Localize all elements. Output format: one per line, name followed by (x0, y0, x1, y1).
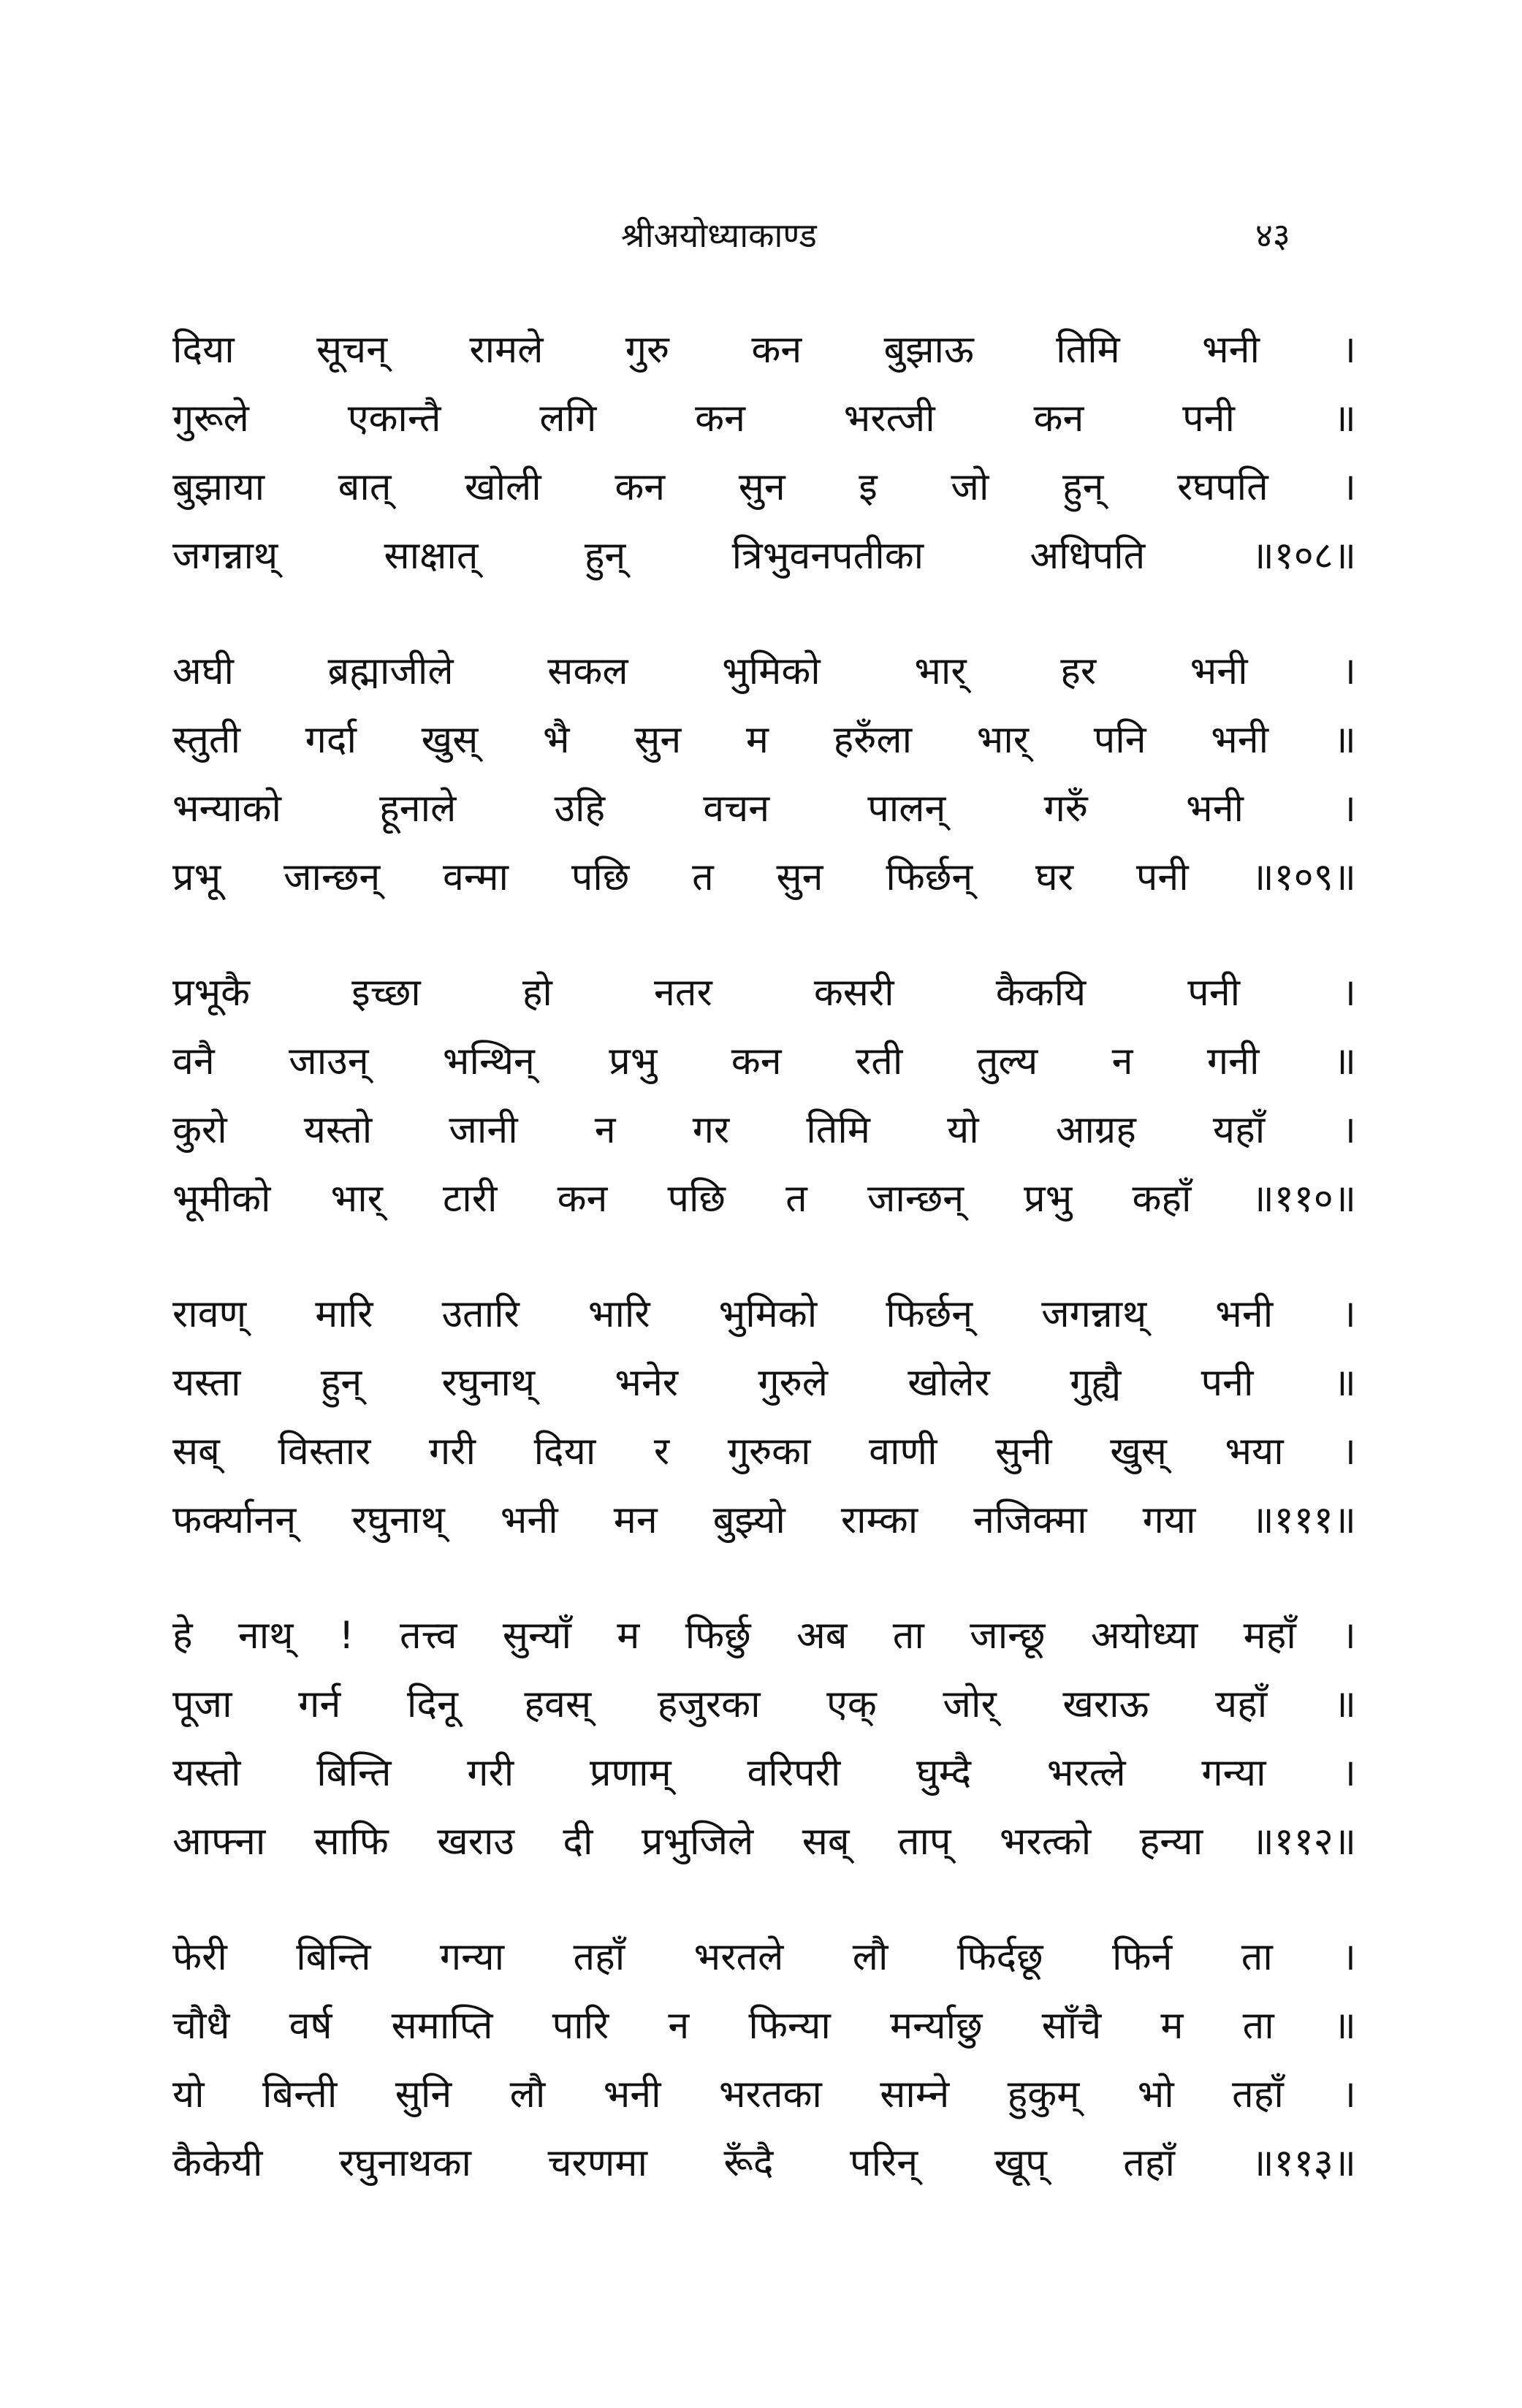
verse-word: हरुँला (833, 718, 913, 762)
verse-word: पनी (1135, 856, 1189, 899)
verse-word: मारि (315, 1292, 373, 1336)
verse-line (172, 453, 1356, 522)
verse-line (172, 1486, 1356, 1555)
verse-word: प्रभु (1024, 1177, 1073, 1221)
verse-word: भार् (976, 718, 1030, 762)
verse-word: मर्न्याछु (890, 2004, 983, 2048)
verse-word: भन्थिन् (442, 1040, 535, 1083)
verse-word: गन्या (439, 1935, 505, 1979)
verse-word: यो (172, 2073, 205, 2116)
verse-word: सकल (547, 649, 628, 693)
verse-word: त्रिभुवनपतीका (731, 534, 924, 578)
verse-word: कैकेयी (172, 2141, 263, 2185)
verse-word: ब्रह्माजीले (327, 649, 454, 693)
verse-word: सब् (172, 1430, 220, 1474)
verse-word: हवस् (524, 1683, 592, 1726)
verse-body (172, 316, 1356, 2244)
verse-word: यो (947, 1108, 979, 1152)
verse-word: ! (338, 1614, 354, 1658)
verse-word: फिर्छन् (886, 1292, 973, 1336)
verse-word: लौ (852, 1935, 889, 1979)
verse-word: हन्या (1139, 1820, 1203, 1864)
verse-word: भनी (1186, 787, 1244, 831)
verse-word: तहाँ (1232, 2073, 1284, 2116)
verse-word: भरतका (719, 2073, 822, 2116)
verse-stanza (172, 637, 1356, 959)
verse-word: फर्क्यानन् (172, 1498, 297, 1542)
verse-word: रघुनाथ् (441, 1361, 536, 1405)
verse-word: भुमिको (722, 649, 821, 693)
verse-word: दिनू (406, 1683, 458, 1726)
verse-word: ता (1242, 2004, 1274, 2048)
verse-line (172, 1923, 1356, 1992)
verse-word: जो (951, 465, 989, 509)
verse-word: विस्तार (278, 1430, 371, 1474)
verse-word: भरत्ले (1046, 1751, 1126, 1795)
verse-word: भार् (914, 649, 967, 693)
verse-word: रघुनाथ् (351, 1498, 445, 1542)
verse-word: अघी (172, 649, 234, 693)
verse-word: । (1342, 1751, 1356, 1795)
verse-word: पूजा (172, 1683, 232, 1726)
verse-word: टारी (443, 1177, 498, 1221)
verse-word: प्रभूकै (172, 971, 251, 1015)
verse-word: खूप् (994, 2141, 1047, 2185)
verse-word: गुरुले (758, 1361, 828, 1405)
verse-line (172, 843, 1356, 912)
verse-word: भरत्जी (843, 397, 935, 441)
verse-word: गुह्यै (1070, 1361, 1122, 1405)
verse-word: रती (855, 1040, 903, 1083)
verse-word: बात् (338, 465, 392, 509)
verse-word: वाणी (869, 1430, 937, 1474)
verse-word: चौधै (172, 2004, 230, 2048)
verse-word: नाथ् (237, 1614, 294, 1658)
verse-word: महाँ (1243, 1614, 1296, 1658)
verse-word: बिन्ति (316, 1751, 392, 1795)
verse-word: खोलेर (908, 1361, 990, 1405)
verse-line (172, 1992, 1356, 2060)
verse-word: यस्ता (172, 1361, 241, 1405)
verse-word: रामले (469, 328, 544, 372)
verse-word: घर (1035, 856, 1074, 899)
verse-word: अधिपति (1030, 534, 1146, 578)
verse-word: दी (563, 1820, 593, 1864)
verse-word: बुझाऊ (883, 328, 974, 372)
verse-word: साँचै (1041, 2004, 1102, 2048)
verse-word: एक् (826, 1683, 877, 1726)
verse-word: तहाँ (1123, 2141, 1176, 2185)
verse-word: सुन (776, 856, 823, 899)
verse-word: आग्रह (1055, 1108, 1136, 1152)
verse-stanza (172, 1923, 1356, 2244)
verse-line (172, 384, 1356, 453)
verse-line (172, 959, 1356, 1027)
verse-word: प्रभुजिले (641, 1820, 754, 1864)
verse-word: सुन (738, 465, 785, 509)
verse-word: ताप् (897, 1820, 951, 1864)
verse-word: न (1111, 1040, 1133, 1083)
verse-word: । (1342, 1430, 1356, 1474)
verse-word: पालन् (867, 787, 946, 831)
verse-word: जान्छन् (867, 1177, 964, 1221)
verse-line (172, 1670, 1356, 1739)
verse-word: ॥ (1333, 397, 1356, 441)
verse-line (172, 1739, 1356, 1807)
verse-word: हुकुम् (1007, 2073, 1080, 2116)
verse-word: ॥ (1333, 718, 1356, 762)
verse-word: गर्दा (305, 718, 357, 762)
verse-word: बिन्ति (296, 1935, 371, 1979)
verse-word: तिमि (806, 1108, 870, 1152)
verse-word: त (692, 856, 714, 899)
verse-line (172, 1807, 1356, 1876)
verse-word: तुल्य (976, 1040, 1038, 1083)
verse-word: भो (1137, 2073, 1174, 2116)
verse-word: ॥१०८॥ (1251, 534, 1356, 578)
verse-word: जान्छू (970, 1614, 1046, 1658)
verse-word: ता (892, 1614, 924, 1658)
verse-word: । (1342, 465, 1356, 509)
verse-word: वन्मा (443, 856, 509, 899)
verse-word: राम्का (840, 1498, 918, 1542)
verse-word: म (745, 718, 769, 762)
verse-word: प्रणाम् (589, 1751, 671, 1795)
verse-line (172, 774, 1356, 843)
verse-word: वचन (703, 787, 770, 831)
verse-word: फिर्न (1111, 1935, 1173, 1979)
verse-word: यहाँ (1215, 1683, 1268, 1726)
verse-word: हुन् (320, 1361, 362, 1405)
verse-word: सुनि (395, 2073, 452, 2116)
verse-word: जाउन् (289, 1040, 369, 1083)
verse-line (172, 1280, 1356, 1349)
verse-line (172, 522, 1356, 590)
verse-word: जगन्नाथ् (172, 534, 278, 578)
verse-word: पनी (1182, 397, 1235, 441)
verse-word: कन (751, 328, 802, 372)
verse-word: भनी (1215, 1292, 1274, 1336)
verse-word: बुझाया (172, 465, 265, 509)
verse-word: रूँदै (723, 2141, 774, 2185)
verse-word: पछि (667, 1177, 726, 1221)
verse-word: उहि (554, 787, 606, 831)
verse-word: हुन् (584, 534, 626, 578)
verse-word: रघपति (1177, 465, 1268, 509)
verse-word: लौ (509, 2073, 546, 2116)
verse-word: यहाँ (1212, 1108, 1266, 1152)
verse-line (172, 1349, 1356, 1417)
verse-word: गन्या (1201, 1751, 1266, 1795)
verse-word: यस्तो (303, 1108, 373, 1152)
verse-word: रघुनाथका (339, 2141, 471, 2185)
verse-word: आफ्ना (172, 1820, 266, 1864)
verse-word: स्तुती (172, 718, 240, 762)
verse-word: फिर्दछू (956, 1935, 1043, 1979)
verse-line (172, 2060, 1356, 2129)
verse-word: फिन्या (748, 2004, 831, 2048)
verse-word: भनी (1202, 328, 1260, 372)
verse-word: वनै (172, 1040, 215, 1083)
verse-word: ॥ (1333, 1683, 1356, 1726)
verse-word: भार् (330, 1177, 383, 1221)
verse-stanza (172, 1601, 1356, 1923)
verse-word: यस्तो (172, 1751, 241, 1795)
verse-word: नतर (653, 971, 712, 1015)
verse-word: । (1342, 1614, 1356, 1658)
verse-word: न (668, 2004, 690, 2048)
verse-word: कहाँ (1132, 1177, 1192, 1221)
verse-word: पारि (552, 2004, 609, 2048)
verse-word: भै (543, 718, 570, 762)
verse-word: गर्न (298, 1683, 341, 1726)
verse-line (172, 1417, 1356, 1486)
verse-word: बिन्ती (262, 2073, 338, 2116)
verse-word: सुन (634, 718, 682, 762)
verse-word: हजुरका (657, 1683, 761, 1726)
verse-word: भन्याको (172, 787, 281, 831)
verse-word: ॥१११॥ (1251, 1498, 1356, 1542)
verse-word: । (1342, 1108, 1356, 1152)
verse-word: फिर्छन् (886, 856, 973, 899)
verse-word: पछि (571, 856, 630, 899)
verse-line (172, 1096, 1356, 1165)
verse-word: सब् (802, 1820, 850, 1864)
verse-word: जानी (449, 1108, 518, 1152)
verse-word: अब (796, 1614, 848, 1658)
verse-word: खोली (465, 465, 541, 509)
verse-word: तिमि (1056, 328, 1120, 372)
verse-word: खराउ (437, 1820, 515, 1864)
verse-word: एकान्तै (347, 397, 441, 441)
verse-word: गनी (1206, 1040, 1260, 1083)
verse-word: फेरी (172, 1935, 227, 1979)
verse-word: कन (695, 397, 745, 441)
verse-word: हर (1060, 649, 1097, 693)
verse-word: फिर्छु (685, 1614, 751, 1658)
verse-word: र (653, 1430, 670, 1474)
verse-word: हे (172, 1614, 193, 1658)
verse-word: खराऊ (1062, 1683, 1149, 1726)
verse-word: ॥११०॥ (1251, 1177, 1356, 1221)
verse-word: भुमिको (718, 1292, 818, 1336)
verse-word: इच्छा (351, 971, 421, 1015)
verse-stanza (172, 316, 1356, 637)
verse-word: कैकयि (995, 971, 1087, 1015)
page-number: ४३ (1255, 216, 1290, 255)
verse-word: भनी (1190, 649, 1248, 693)
verse-word: साम्ने (880, 2073, 950, 2116)
verse-word: भरतले (693, 1935, 784, 1979)
verse-word: ता (1241, 1935, 1273, 1979)
verse-line (172, 1165, 1356, 1233)
verse-word: इ (859, 465, 878, 509)
verse-word: गरी (429, 1430, 476, 1474)
verse-stanza (172, 1280, 1356, 1601)
verse-word: तत्त्व (399, 1614, 457, 1658)
verse-word: उतारि (441, 1292, 520, 1336)
verse-word: ॥१०९॥ (1251, 856, 1356, 899)
verse-word: समाप्ति (391, 2004, 493, 2048)
verse-word: खुस् (421, 718, 479, 762)
verse-line (172, 1601, 1356, 1670)
verse-word: । (1342, 649, 1356, 693)
verse-word: भनी (500, 1498, 558, 1542)
verse-word: भनी (1211, 718, 1269, 762)
verse-line (172, 1027, 1356, 1096)
verse-word: सुनी (995, 1430, 1052, 1474)
verse-line (172, 316, 1356, 384)
verse-word: लगि (539, 397, 597, 441)
verse-word: दिया (172, 328, 235, 372)
verse-word: बुझ्यो (712, 1498, 785, 1542)
verse-word: वर्ष (289, 2004, 332, 2048)
verse-word: भूमीको (172, 1177, 271, 1221)
verse-word: कन (557, 1177, 608, 1221)
verse-line (172, 706, 1356, 774)
verse-word: नजिक्मा (973, 1498, 1087, 1542)
verse-word: गर (692, 1108, 730, 1152)
verse-stanza (172, 959, 1356, 1280)
verse-word: चरणमा (547, 2141, 647, 2185)
verse-word: साक्षात् (384, 534, 479, 578)
verse-word: मन (613, 1498, 658, 1542)
verse-word: सूचन् (316, 328, 388, 372)
verse-word: दिया (533, 1430, 596, 1474)
verse-word: म (617, 1614, 640, 1658)
verse-word: गुरु (625, 328, 670, 372)
verse-word: ॥ (1333, 1040, 1356, 1083)
verse-word: कन (614, 465, 666, 509)
verse-word: गरुँ (1043, 787, 1088, 831)
verse-word: भारि (587, 1292, 650, 1336)
verse-word: अयोध्या (1090, 1614, 1198, 1658)
verse-word: । (1342, 1935, 1356, 1979)
verse-word: त (785, 1177, 807, 1221)
verse-word: कन (1033, 397, 1084, 441)
verse-word: । (1342, 787, 1356, 831)
verse-word: खुस् (1110, 1430, 1167, 1474)
running-header-title: श्रीअयोध्याकाण्ड (621, 216, 817, 255)
verse-word: गुरूले (172, 397, 249, 441)
verse-line (172, 2129, 1356, 2198)
verse-word: । (1342, 1292, 1356, 1336)
verse-word: जोर् (943, 1683, 997, 1726)
verse-word: गया (1142, 1498, 1196, 1542)
verse-word: प्रभू (172, 856, 221, 899)
verse-word: प्रभु (609, 1040, 658, 1083)
verse-word: हुन् (1062, 465, 1104, 509)
verse-word: जान्छन् (283, 856, 381, 899)
verse-word: ॥ (1333, 1361, 1356, 1405)
verse-word: । (1342, 328, 1356, 372)
verse-word: कन (731, 1040, 782, 1083)
verse-word: वरिपरी (747, 1751, 841, 1795)
verse-word: परिन् (850, 2141, 918, 2185)
verse-word: हो (522, 971, 552, 1015)
verse-word: ॥ (1333, 2004, 1356, 2048)
verse-word: तहाँ (573, 1935, 625, 1979)
verse-word: पनि (1093, 718, 1146, 762)
verse-word: पनी (1187, 971, 1241, 1015)
verse-word: जगन्नाथ् (1041, 1292, 1147, 1336)
verse-word: ॥११३॥ (1251, 2141, 1356, 2185)
verse-word: गुरुका (727, 1430, 811, 1474)
verse-word: । (1342, 971, 1356, 1015)
verse-word: भनी (603, 2073, 661, 2116)
verse-word: साफि (313, 1820, 389, 1864)
verse-word: ॥११२॥ (1251, 1820, 1356, 1864)
verse-word: भया (1225, 1430, 1284, 1474)
verse-word: कसरी (813, 971, 894, 1015)
verse-word: सुन्याँ (502, 1614, 571, 1658)
verse-word: । (1342, 2073, 1356, 2116)
verse-word: गरी (467, 1751, 514, 1795)
verse-word: न (594, 1108, 616, 1152)
verse-word: रावण् (172, 1292, 247, 1336)
verse-word: भनेर (614, 1361, 679, 1405)
verse-line (172, 637, 1356, 706)
verse-word: कुरो (172, 1108, 227, 1152)
verse-word: भरत्को (999, 1820, 1092, 1864)
verse-word: म (1160, 2004, 1184, 2048)
verse-word: पनी (1201, 1361, 1254, 1405)
verse-word: घुम्दै (916, 1751, 972, 1795)
verse-word: हूनाले (379, 787, 457, 831)
